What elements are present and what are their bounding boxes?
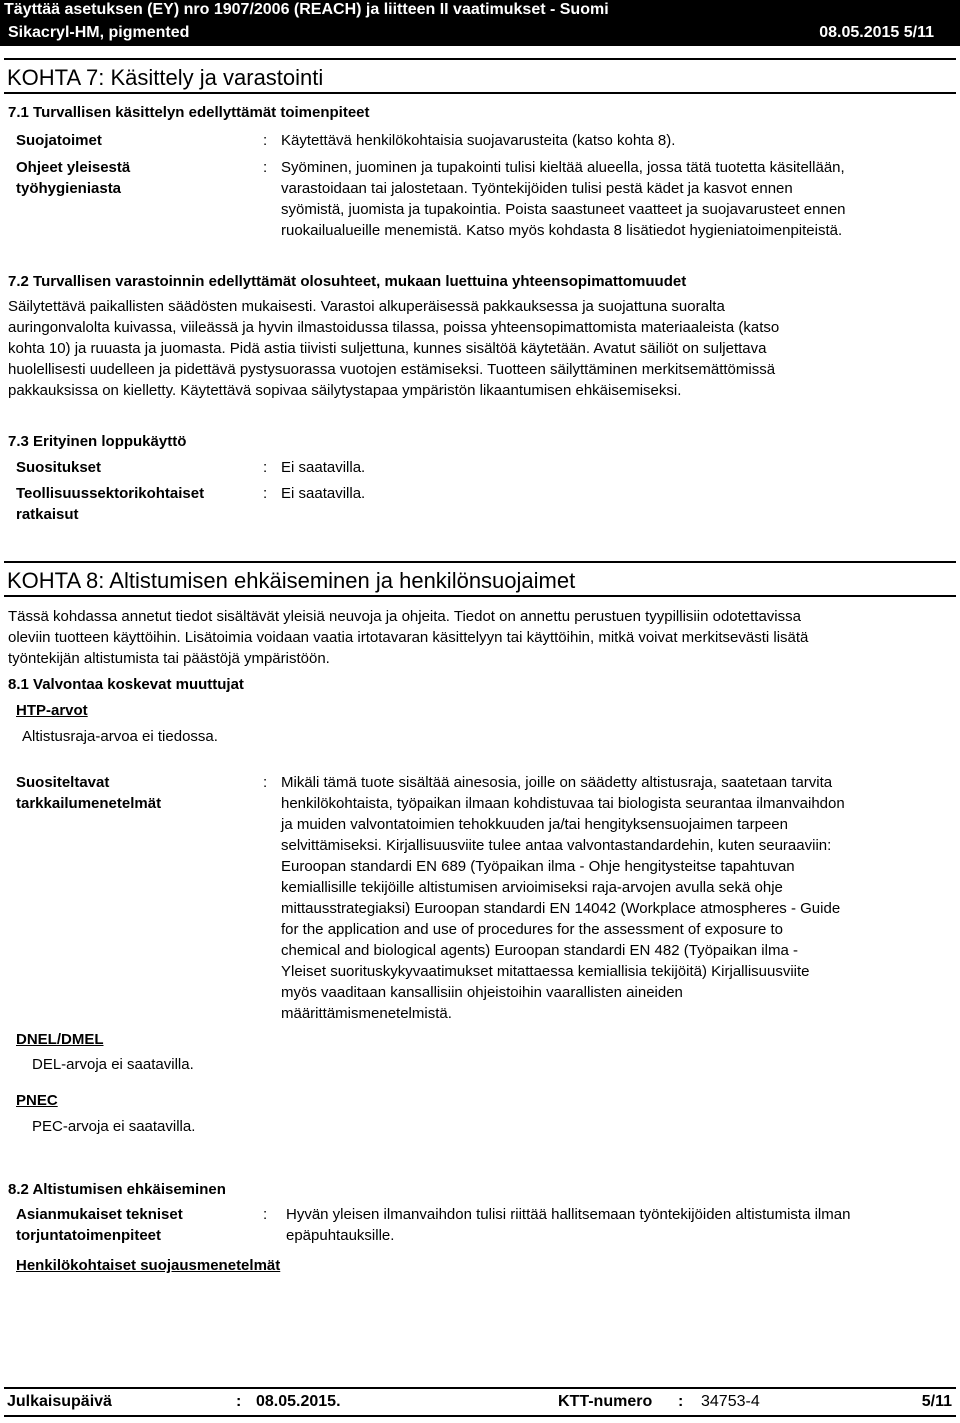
text-line: Tässä kohdassa annetut tiedot sisältävät yleisiä neuvoja ja ohjeita. Tiedot on annettu perustuen tyypillisiin odotettavissa	[8, 608, 801, 625]
engineering-text	[286, 1204, 954, 1246]
text-line: Hyvän yleisen ilmanvaihdon tulisi riittää hallitsemaan työntekijöiden altistumista ilman	[286, 1206, 851, 1223]
hygiene-text	[281, 157, 951, 241]
s81-heading: 8.1 Valvontaa koskevat muuttujat	[8, 676, 244, 693]
pnec-text: PEC-arvoja ei saatavilla.	[32, 1118, 196, 1135]
text-line: Syöminen, juominen ja tupakointi tulisi kieltää alueella, jossa tätä tuotetta käsitellään,	[281, 159, 845, 176]
text-line: henkilökohtaista, työpaikan ilmaan kohdistuvaa tai biologista seurantaa ilmanvaihdon	[281, 795, 845, 812]
industrial-value: Ei saatavilla.	[281, 485, 366, 502]
text-line: selvittämiseksi. Kirjallisuusviite tulee antaa valvontastandardehin, kuten seuraaviin:	[281, 837, 832, 854]
personal-protection-heading: Henkilökohtaiset suojausmenetelmät	[16, 1257, 281, 1274]
pnec-heading: PNEC	[16, 1092, 58, 1109]
product-name: Sikacryl-HM, pigmented	[8, 24, 190, 41]
industrial-label-line: Teollisuussektorikohtaiset	[16, 485, 205, 502]
s82-heading: 8.2 Altistumisen ehkäiseminen	[8, 1181, 226, 1198]
text-line: syömistä, juomista ja tupakointia. Poista saastuneet vaatteet ja suojavarusteet ennen	[281, 201, 846, 218]
footer-ktt-value: 34753-4	[701, 1393, 760, 1410]
dnel-heading: DNEL/DMEL	[16, 1031, 104, 1048]
text-line: Mikäli tämä tuote sisältää ainesosia, joille on säädetty altistusraja, saatetaan tarvita	[281, 774, 833, 791]
monitoring-text	[281, 772, 951, 1024]
footer-page: 5/11	[921, 1393, 952, 1410]
text-line: myös vaaditaan kansallisiin ohjeistoihin vaarallisten aineiden	[281, 984, 683, 1001]
section-8-intro	[8, 606, 953, 669]
text-line: kemiallisille tekijöille altistumisen arvioimiseksi raja-arvojen avulla sekä ohje	[281, 879, 783, 896]
footer-ktt-label: KTT-numero	[558, 1393, 653, 1410]
recommendations-label: Suositukset	[16, 459, 102, 476]
colon: :	[236, 1393, 242, 1410]
recommendations-value: Ei saatavilla.	[281, 459, 366, 476]
hygiene-label-line: Ohjeet yleisestä	[16, 159, 131, 176]
protective-value: Käytettävä henkilökohtaisia suojavarusteita (katso kohta 8).	[281, 132, 676, 149]
section-8-title: KOHTA 8: Altistumisen ehkäiseminen ja henkilönsuojaimet	[4, 561, 956, 597]
hygiene-label-line: työhygieniasta	[16, 180, 122, 197]
text-line: varastoidaan tai jalostetaan. Työntekijöiden tulisi pestä kädet ja kasvot ennen	[281, 180, 793, 197]
text-line: auringonvalolta kuivassa, viileässä ja hyvin ilmastoidussa tilassa, poissa yhteensopimattomista materiaaleista (katso	[8, 319, 780, 336]
dnel-text: DEL-arvoja ei saatavilla.	[32, 1056, 194, 1073]
colon: :	[263, 159, 268, 176]
text-line: oleviin tuotteen käyttöihin. Lisätoimia voidaan vaatia irtotavaran käsittelyyn tai käyttöihin, mitkä voivat merkitsevästi lisätä	[8, 629, 809, 646]
text-line: chemical and biological agents) Euroopan standardi EN 482 (Työpaikan ilma -	[281, 942, 798, 959]
htp-heading: HTP-arvot	[16, 702, 88, 719]
engineering-label-line: Asianmukaiset tekniset	[16, 1206, 183, 1223]
text-line: Yleiset suorituskykyvaatimukset mitattaessa kemiallisia tekijöitä) Kirjallisuusviite	[281, 963, 810, 980]
engineering-label-line: torjuntatoimenpiteet	[16, 1227, 161, 1244]
section-7-title: KOHTA 7: Käsittely ja varastointi	[4, 58, 956, 94]
footer-date-value: 08.05.2015.	[256, 1393, 341, 1410]
hygiene-label	[16, 157, 130, 199]
text-line: Säilytettävä paikallisten säädösten mukaisesti. Varastoi alkuperäisessä pakkauksessa ja suojattuna suoralta	[8, 298, 725, 315]
colon: :	[678, 1393, 684, 1410]
product-header	[0, 20, 960, 46]
engineering-label	[16, 1204, 183, 1246]
text-line: Euroopan standardi EN 689 (Työpaikan ilma - Ohje hengitysteitse tapahtuvan	[281, 858, 795, 875]
text-line: mittausstrategiaksi) Euroopan standardi EN 14042 (Workplace atmospheres - Guide	[281, 900, 841, 917]
text-line: ja muiden valvontatoimien tehokkuuden ja/tai hengityksensuojaimen tarpeen	[281, 816, 788, 833]
monitoring-label	[16, 772, 161, 814]
s73-heading: 7.3 Erityinen loppukäyttö	[8, 433, 187, 450]
text-line: huolellisesti uudelleen ja pidettävä pystysuorassa vuotojen estämiseksi. Tuotteen säilyttäminen merkitsemättömissä	[8, 361, 776, 378]
s71-heading: 7.1 Turvallisen käsittelyn edellyttämät toimenpiteet	[8, 104, 370, 121]
htp-text: Altistusraja-arvoa ei tiedossa.	[22, 728, 218, 745]
colon: :	[263, 774, 268, 791]
colon: :	[263, 132, 268, 149]
industrial-label-line: ratkaisut	[16, 506, 79, 523]
text-line: ruokailualueille menemistä. Katso myös kohdasta 8 lisätiedot hygieniatoimenpiteistä.	[281, 222, 843, 239]
regulation-header: Täyttää asetuksen (EY) nro 1907/2006 (REACH) ja liitteen II vaatimukset - Suomi	[0, 0, 960, 20]
text-line: for the application and use of procedures for the assessment of exposure to	[281, 921, 783, 938]
colon: :	[263, 459, 268, 476]
industrial-label	[16, 483, 204, 525]
protective-label: Suojatoimet	[16, 132, 102, 149]
colon: :	[263, 485, 268, 502]
footer-date-label: Julkaisupäivä	[7, 1393, 112, 1410]
monitoring-label-line: tarkkailumenetelmät	[16, 795, 162, 812]
s72-heading: 7.2 Turvallisen varastoinnin edellyttämät olosuhteet, mukaan luettuina yhteensopimattomuudet	[8, 273, 687, 290]
text-line: työntekijän altistumista tai päästöjä ympäristöön.	[8, 650, 330, 667]
monitoring-label-line: Suositeltavat	[16, 774, 110, 791]
colon: :	[263, 1206, 268, 1223]
text-line: kohta 10) ja ruuasta ja juomasta. Pidä astia tiivisti suljettuna, kunnes sisältöä käytetään. Avatut säiliöt on suljettava	[8, 340, 767, 357]
header-date-page: 08.05.2015 5/11	[819, 24, 934, 41]
text-line: epäpuhtauksille.	[286, 1227, 395, 1244]
storage-text	[8, 296, 953, 401]
text-line: määrittämismenetelmistä.	[281, 1005, 452, 1022]
footer	[4, 1387, 956, 1417]
text-line: pakkauksissa on kielletty. Käytettävä sopivaa säilytystapaa ympäristön likaantumisen ehkäisemiseksi.	[8, 382, 682, 399]
